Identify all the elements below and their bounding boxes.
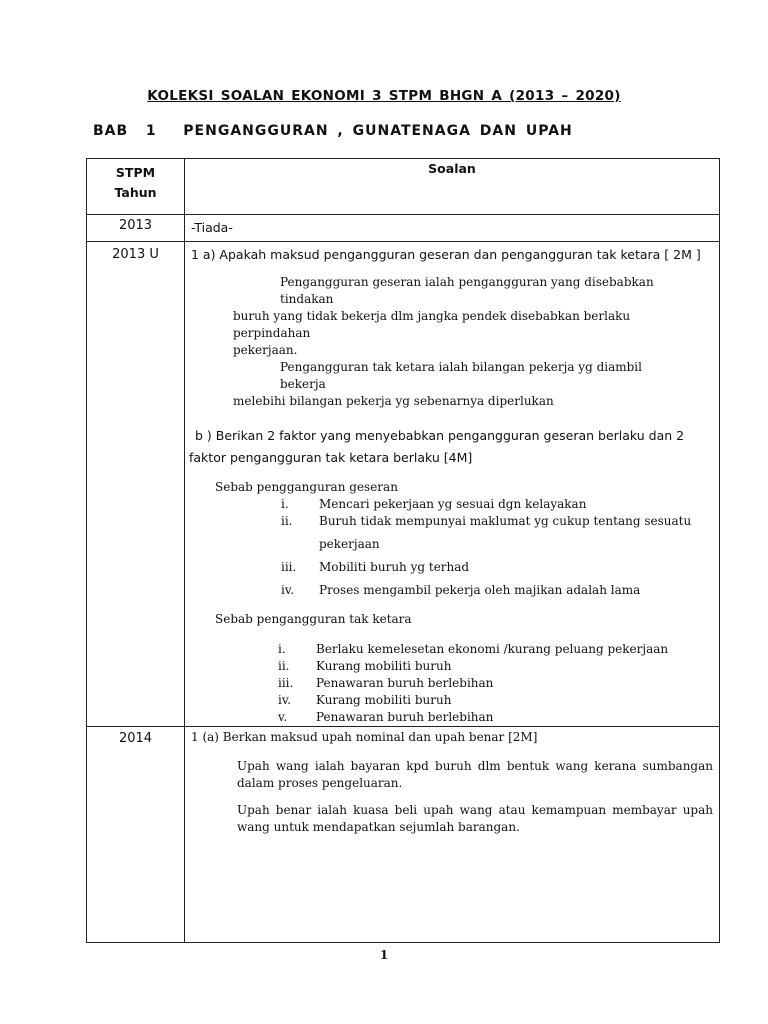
year-label: 2014 [118, 731, 153, 746]
list-item [281, 559, 719, 576]
list-number: iii. [281, 560, 297, 574]
list-number: iii. [278, 676, 294, 690]
list-text: Mencari pekerjaan yg sesuai dgn kelayakan [319, 497, 587, 511]
question-cell [185, 215, 720, 242]
list-item [278, 641, 719, 658]
list-number: iv. [281, 583, 295, 597]
list-text: Penawaran buruh berlebihan [316, 676, 494, 690]
year-cell [87, 242, 185, 727]
question-1b-line2: faktor pengangguran tak ketara berlaku [4M] [189, 450, 473, 465]
header-question-cell [185, 159, 720, 215]
answer-line: melebihi bilangan pekerja yg sebenarnya diperlukan [233, 394, 554, 408]
year-cell [87, 727, 185, 943]
answer-paragraph: Upah wang ialah bayaran kpd buruh dlm bentuk wang kerana sumbangan dalam proses pengeluaran. [237, 759, 713, 790]
list-item [278, 658, 719, 675]
year-label: 2013 U [112, 247, 159, 262]
list-item [281, 513, 719, 530]
list-number: ii. [281, 514, 293, 528]
page-number: 1 [379, 948, 389, 962]
list-item [278, 675, 719, 692]
question-table [86, 158, 720, 943]
answer-line: Pengangguran geseran ialah pengangguran yang disebabkan tindakan [280, 275, 654, 306]
list-item [281, 536, 719, 553]
list-item [278, 709, 719, 726]
list-number: ii. [278, 659, 290, 673]
question-text: -Tiada- [191, 220, 233, 235]
list-text: pekerjaan [319, 537, 380, 551]
list-text: Buruh tidak mempunyai maklumat yg cukup tentang sesuatu [319, 514, 692, 528]
list-text: Kurang mobiliti buruh [316, 693, 452, 707]
answer-block-1b-tak-ketara [215, 611, 719, 726]
list-item [281, 582, 719, 599]
list-number: i. [278, 642, 286, 656]
list-text: Kurang mobiliti buruh [316, 659, 452, 673]
list-text: Mobiliti buruh yg terhad [319, 560, 470, 574]
table-row-2013 [87, 215, 720, 242]
header-year-cell [87, 159, 185, 215]
answer-line: buruh yang tidak bekerja dlm jangka pendek disebabkan berlaku perpindahan [233, 309, 631, 340]
answer-line: Pengangguran tak ketara ialah bilangan pekerja yg diambil bekerja [280, 360, 642, 391]
sub-heading: Sebab pengganguran geseran [215, 480, 398, 494]
question-cell [185, 242, 720, 727]
question-1b-line1: b ) Berikan 2 faktor yang menyebabkan pengangguran geseran berlaku dan 2 [195, 428, 685, 443]
table-header-row [87, 159, 720, 215]
list-item [278, 692, 719, 709]
table-row-2014 [87, 727, 720, 943]
list-text: Proses mengambil pekerja oleh majikan adalah lama [319, 583, 641, 597]
year-label: 2013 [118, 218, 153, 233]
answer-paragraph: Upah benar ialah kuasa beli upah wang atau kemampuan membayar upah wang untuk mendapatkan sejumlah barangan. [237, 803, 713, 834]
question-cell [185, 727, 720, 943]
document-title: KOLEKSI SOALAN EKONOMI 3 STPM BHGN A (2013 – 2020) [147, 88, 621, 104]
year-cell [87, 215, 185, 242]
list-item [281, 496, 719, 513]
list-number [281, 536, 319, 553]
chapter-heading: BAB 1 PENGANGGURAN , GUNATENAGA DAN UPAH [93, 123, 573, 139]
list-text: Berlaku kemelesetan ekonomi /kurang peluang pekerjaan [316, 642, 669, 656]
answer-line: pekerjaan. [233, 343, 298, 357]
list-number: iv. [278, 693, 292, 707]
list-number: i. [281, 497, 289, 511]
header-question-label: Soalan [428, 161, 476, 176]
sub-heading: Sebab pengangguran tak ketara [215, 612, 412, 626]
answer-block-1b-geseran [215, 479, 719, 599]
table-row-2013u [87, 242, 720, 727]
question-1a: 1 a) Apakah maksud pengangguran geseran dan pengangguran tak ketara [ 2M ] [191, 247, 701, 262]
question-1b [185, 425, 719, 469]
list-number: v. [278, 710, 288, 724]
header-year-line1: STPM [115, 165, 156, 180]
answer-block-1a [233, 274, 673, 410]
list-text: Penawaran buruh berlebihan [316, 710, 494, 724]
question-1a: 1 (a) Berkan maksud upah nominal dan upah benar [2M] [191, 730, 538, 744]
header-year-line2: Tahun [114, 185, 157, 200]
